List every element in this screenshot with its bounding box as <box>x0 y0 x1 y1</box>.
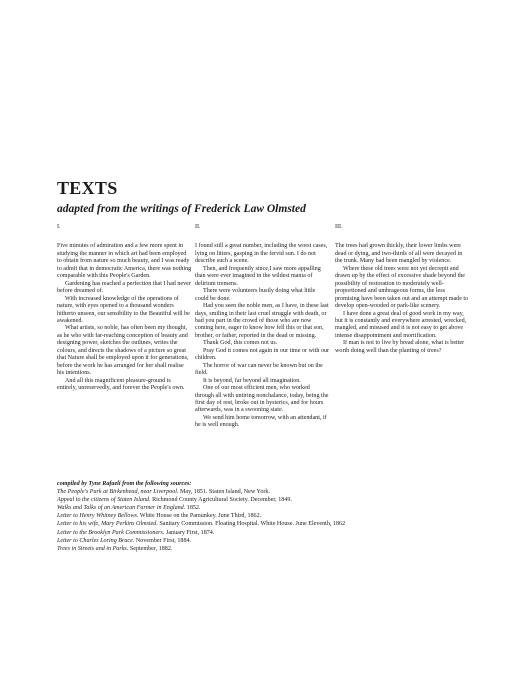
paragraph: What artists, so noble, has often been my thought, as he who with far-reaching conception of beauty and designing power, sketches the outlines, writes the colours, and directs the shadows of a picture so great that Nature shall be employed upon it for generations, before the work he has arranged for her shall realise his intentions. <box>57 325 189 377</box>
column-numeral: III. <box>335 224 343 230</box>
source-item <box>57 488 477 496</box>
source-title: Walks and Talks of an American Farmer in England. <box>57 505 186 512</box>
source-title: Letter to his wife, Mary Perkins Olmsted. <box>57 521 158 528</box>
column-body <box>57 243 192 392</box>
source-detail: May, 1851. Staten Island, New York. <box>178 489 270 496</box>
text-column-2 <box>195 224 330 430</box>
paragraph: I have done a great deal of good work in my way, but it is constantly and everywhere arrested, wrecked, mangled, and misused and it is not easy to get above intense disappointment and mortification. <box>335 310 467 339</box>
sources-items <box>57 488 477 553</box>
source-title: The People's Park at Birkenhead, near Liverpool. <box>57 489 179 496</box>
source-detail: White House on the Pamunkey. June Third, 1862. <box>138 513 262 520</box>
sources-list <box>57 480 477 553</box>
paragraph: Pray God it comes not again in our time or with our children. <box>195 347 330 362</box>
text-column-3 <box>335 224 470 355</box>
source-detail: September, 1882. <box>128 545 173 552</box>
page-title: TEXTS <box>57 178 118 198</box>
source-item <box>57 504 477 512</box>
source-title: Letter to Henry Whitney Bellows. <box>57 513 139 520</box>
sources-heading: compiled by Tyne Rafaeli from the following sources: <box>57 481 192 487</box>
source-item <box>57 545 477 553</box>
paragraph: We send him home tomorrow, with an attendant, if he is well enough. <box>195 414 327 429</box>
paragraph: Where these old trees were not yet decrepit and drawn up by the effect of excessive shade beyond the possibility of restoration to moderately well-proportioned and umbrageous forms, the less promising have been taken out and an attempt made to develop open-wooded or park-like scenery. <box>335 265 469 310</box>
paragraph: Five minutes of admiration and a few more spent in studying the manner in which art had been employed to obtain from nature so much beauty, and I was ready to admit that in democratic America, there was nothing comparable with this People's Garden. <box>57 243 192 280</box>
paragraph: Had you seen the noble men, as I have, in these last days, smiling in their last cruel struggle with death, or bad you part in the crowd of those who are now coming here, eager to know how fell this or that son, brother, or father, reported in the dead or missing. <box>195 303 329 339</box>
source-detail: Sanitary Commission. Floating Hospital. White House. June Eleventh, 1862 <box>157 521 346 528</box>
source-detail: Richmond County Agricultural Society. December, 1849. <box>150 497 292 504</box>
paragraph: The trees had grown thickly, their lower limbs were dead or dying, and two-thirds of all were decayed in the trunk. Many had been mangled by violence. <box>335 243 463 265</box>
source-detail: January First, 1874. <box>164 529 215 536</box>
source-title: Letter to the Brooklyn Park Commissioners. <box>57 529 165 536</box>
column-numeral: II. <box>195 224 201 230</box>
text-column-1 <box>57 224 192 393</box>
column-numeral: I. <box>57 224 61 230</box>
source-item <box>57 537 477 545</box>
paragraph: One of our most efficient men, who worked through all with untiring nonchalance, today, being the first day of rest, broke out in hysterics, and for hours afterwards, was in a swooning state. <box>195 385 329 414</box>
column-body <box>335 243 470 355</box>
source-item <box>57 520 477 528</box>
paragraph: Then, and frequently since,I saw more appalling than were ever imagined in the wildest mania of delirium tremens. <box>195 265 321 287</box>
paragraph: And all this magnificent pleasure-ground is entirely, unreservedly, and forever the People's own. <box>57 377 185 392</box>
paragraph: There were volunteers busily doing what little could be done. <box>195 288 316 302</box>
source-detail: 1852. <box>185 505 201 512</box>
paragraph: Gardening has reached a perfection that I had never before dreamed of. <box>57 280 191 295</box>
source-title: Appeal to the citizens of Staten Island. <box>57 497 151 504</box>
paragraph: With increased knowledge of the operations of nature, with eyes opened to a thousand wonders hitherto unseen, our sensibility to the Beautiful will be awakened. <box>57 295 190 324</box>
paragraph: The horror of war can never be known but on the field. <box>195 362 323 377</box>
source-detail: November First, 1884. <box>134 537 192 544</box>
paragraph: It is beyond, far beyond all imagination. <box>203 377 301 384</box>
source-item <box>57 512 477 520</box>
source-item <box>57 529 477 537</box>
source-title: Trees in Streets and in Parks. <box>57 545 129 552</box>
source-item <box>57 496 477 504</box>
column-body <box>195 243 330 429</box>
paragraph: If man is not to live by bread alone, what is better worth doing well than the planting of trees? <box>335 340 465 354</box>
source-title: Letter to Charles Loring Brace. <box>57 537 135 544</box>
page-subtitle: adapted from the writings of Frederick Law Olmsted <box>57 203 306 215</box>
paragraph: I found still a great number, including the worst cases, lying on litters, gasping in the fervid sun. I do not describe such a scene. <box>195 243 328 265</box>
paragraph: Thank God, this comes not us. <box>203 340 278 347</box>
